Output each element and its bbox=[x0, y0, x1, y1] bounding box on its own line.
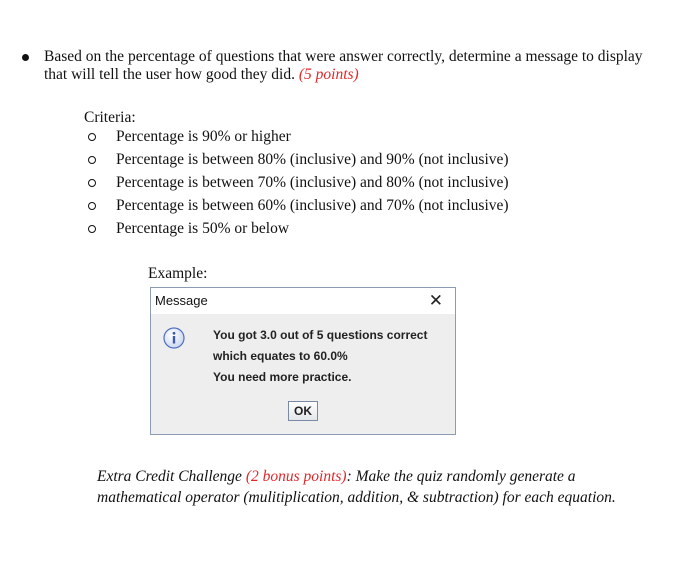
criteria-heading: Criteria: bbox=[84, 109, 136, 126]
close-icon[interactable]: ✕ bbox=[428, 291, 443, 311]
extra-credit-text bbox=[97, 466, 657, 508]
dialog-message-line: You need more practice. bbox=[213, 370, 352, 384]
dialog-message-line: You got 3.0 out of 5 questions correct bbox=[213, 328, 428, 342]
circle-bullet-icon bbox=[88, 156, 96, 164]
circle-bullet-icon bbox=[88, 225, 96, 233]
circle-bullet-icon bbox=[88, 133, 96, 141]
task-description: Based on the percentage of questions that were answer correctly, determine a message to display that will tell the user how good they did. bbox=[44, 48, 643, 83]
extra-credit-prefix: Extra Credit Challenge bbox=[97, 468, 246, 485]
task-points: (5 points) bbox=[298, 66, 359, 83]
extra-credit-description: : Make the quiz randomly generate a mathematical operator (mulitiplication, addition, & subtraction) for each equation. bbox=[97, 468, 616, 506]
info-icon bbox=[163, 327, 185, 349]
dialog-titlebar[interactable] bbox=[151, 288, 455, 314]
circle-bullet-icon bbox=[88, 202, 96, 210]
extra-credit-points: (2 bonus points) bbox=[245, 468, 347, 485]
bullet-icon bbox=[22, 54, 29, 61]
example-heading: Example: bbox=[148, 265, 208, 282]
circle-bullet-icon bbox=[88, 179, 96, 187]
task-text bbox=[44, 48, 669, 84]
message-dialog bbox=[150, 287, 456, 435]
dialog-title: Message bbox=[155, 293, 208, 308]
dialog-message-line: which equates to 60.0% bbox=[213, 349, 348, 363]
dialog-message bbox=[213, 325, 427, 388]
ok-button[interactable]: OK bbox=[288, 401, 318, 421]
